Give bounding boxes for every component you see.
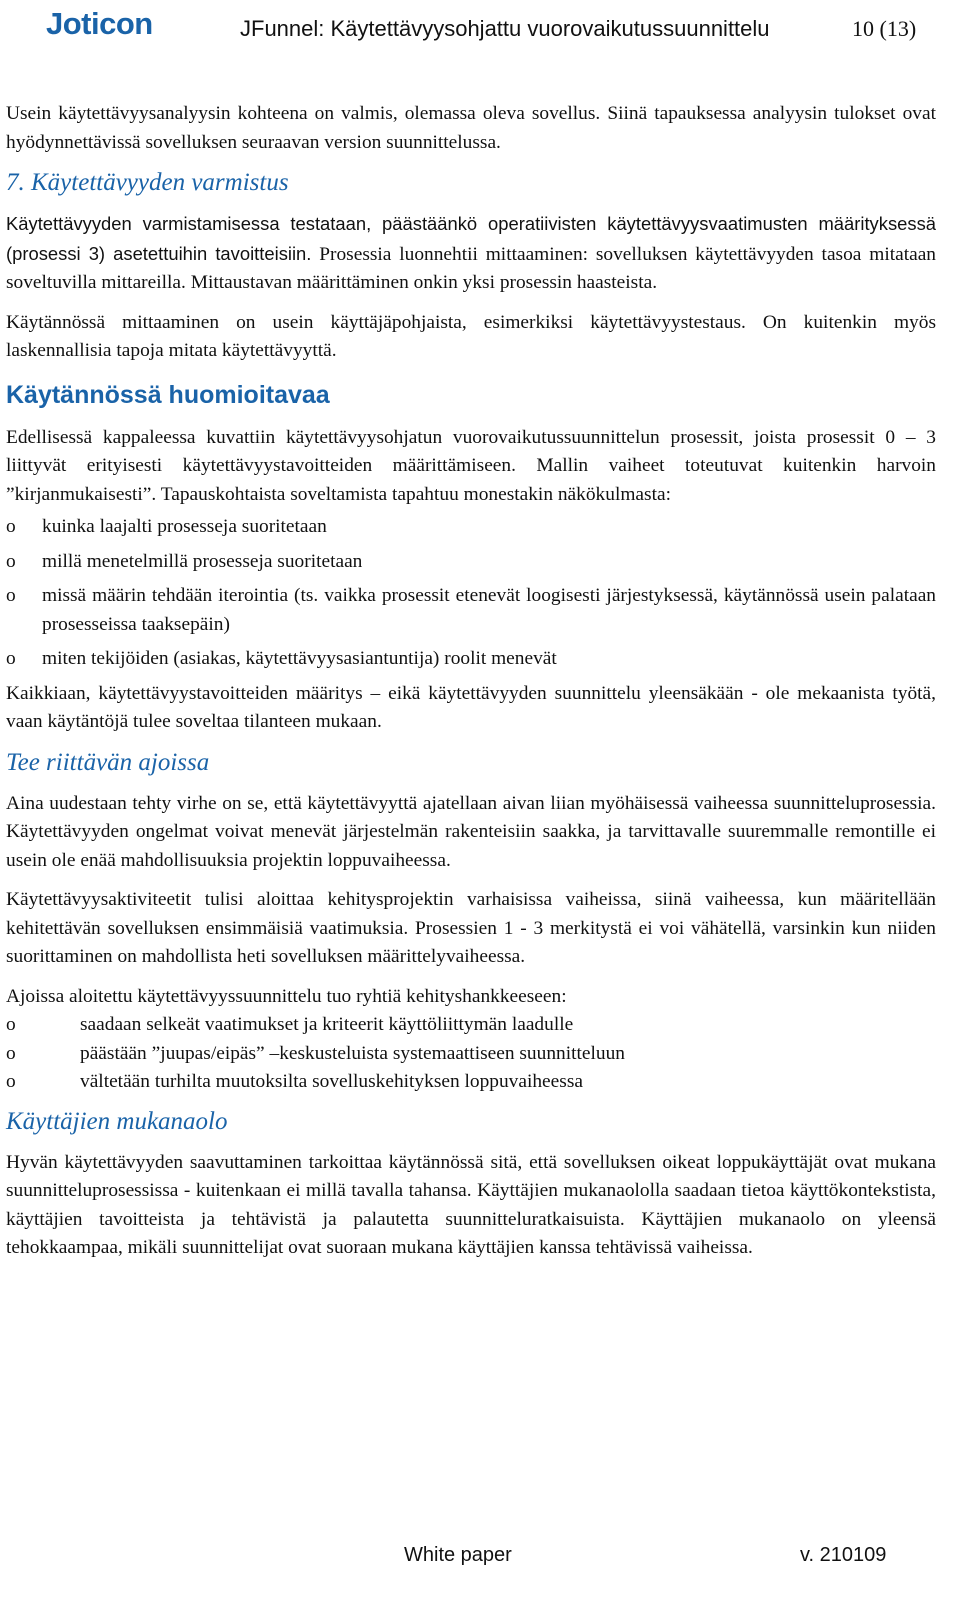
bullet-o-icon: o (6, 550, 16, 572)
list-item: o missä määrin tehdään iterointia (ts. vaikka prosessit etenevät loogisesti järjestyksessä, käytännössä usein palataan prosesseissa taaksepäin) (6, 582, 936, 639)
page-footer (0, 1538, 960, 1578)
timing-heading: Tee riittävän ajoissa (6, 748, 210, 776)
footer-label: White paper (404, 1544, 512, 1566)
joticon-logo: Joticon (46, 6, 153, 41)
bullet-o-icon: o (6, 1042, 16, 1064)
section-7-heading: 7. Käytettävyyden varmistus (6, 169, 289, 196)
section-7-paragraph-1 (6, 210, 936, 298)
bullet-o-icon: o (6, 1071, 16, 1092)
timing-paragraph-3: Ajoissa aloitettu käytettävyyssuunnittelu tuo ryhtiä kehityshankkeeseen: (6, 985, 567, 1007)
practical-paragraph-2: Kaikkiaan, käytettävyystavoitteiden määritys – eikä käytettävyyden suunnittelu yleensäkään - ole mekaanista työtä, vaan käytäntöjä tulee soveltaa tilanteen mukaan. (6, 682, 936, 732)
users-paragraph-1: Hyvän käytettävyyden saavuttaminen tarkoittaa käytännössä sitä, että sovelluksen oikeat loppukäyttäjät ovat mukana suunnitteluprosessissa - kuitenkaan ei millä tavalla tahansa. Käyttäjien mukanaololla saadaan tietoa käyttökontekstista, käyttäjien tavoitteista ja tehtävistä ja palautetta suunnitteluratkaisuista. Käyttäjien mukanaolo on yleensä tehokkaampaa, mikäli suunnittelijat ovat suoraan mukana käyttäjien kanssa tehtävissä vaiheissa. (6, 1151, 936, 1258)
bullet-o-icon: o (6, 585, 16, 606)
timing-paragraph-1: Aina uudestaan tehty virhe on se, että käytettävyyttä ajatellaan aivan liian myöhäisessä vaiheessa suunnitteluprosessia. Käytettävyyden ongelmat voivat menevät järjestelmän rakenteisiin saakka, ja tarvittavalle suuremmalle remontille ei usein ole enää mahdollisuuksia projektin loppuvaiheessa. (6, 792, 936, 871)
section-7-paragraph-2: Käytännössä mittaaminen on usein käyttäjäpohjaista, esimerkiksi käytettävyystestaus. On kuitenkin myös laskennallisia tapoja mitata käytettävyyttä. (6, 311, 936, 361)
section-7-paragraph-1-sans: Käytettävyyden varmistamisessa testataan, päästäänkö operatiivisten käytettävyysvaatimusten määrityksessä (prosessi 3) asetettuihin tavoitteisiin. (6, 213, 936, 264)
list-item: o vältetään turhilta muutoksilta sovelluskehityksen loppuvaiheessa (6, 1068, 936, 1097)
timing-list (6, 1011, 936, 1097)
bullet-o-icon: o (6, 1014, 16, 1035)
list-item: o millä menetelmillä prosesseja suoritetaan (6, 548, 936, 577)
document-title: JFunnel: Käytettävyysohjattu vuorovaikutussuunnittelu (240, 16, 770, 41)
list-item: o saadaan selkeät vaatimukset ja kriteerit käyttöliittymän laadulle (6, 1011, 936, 1040)
intro-paragraph: Usein käytettävyysanalyysin kohteena on valmis, olemassa oleva sovellus. Siinä tapauksessa analyysin tulokset ovat hyödynnettävissä sovelluksen seuraavan version suunnittelussa. (6, 103, 936, 153)
bullet-o-icon: o (6, 516, 16, 537)
timing-paragraph-2: Käytettävyysaktiviteetit tulisi aloittaa kehitysprojektin varhaisissa vaiheissa, siinä vaiheessa, kun määritellään kehitettävän sovelluksen ensimmäisiä vaatimuksia. Prosessien 1 - 3 merkitystä ei voi vähätellä, varsinkin kun niiden suorittaminen on mahdollista heti sovelluksen määrittelyvaiheessa. (6, 889, 936, 967)
list-item: o päästään ”juupas/eipäs” –keskusteluista systemaattiseen suunnitteluun (6, 1040, 936, 1069)
practical-list (6, 513, 936, 674)
section-7-paragraph-1-rest: Prosessia luonnehtii mittaaminen: sovelluksen käytettävyyden tasoa mitataan soveltuvilla mittareilla. Mittaustavan määrittäminen onkin yksi prosessin haasteista. (6, 243, 936, 293)
list-item: o miten tekijöiden (asiakas, käytettävyysasiantuntija) roolit menevät (6, 645, 936, 674)
users-heading: Käyttäjien mukanaolo (6, 1107, 228, 1135)
practical-heading: Käytännössä huomioitavaa (6, 380, 330, 409)
list-item: o kuinka laajalti prosesseja suoritetaan (6, 513, 936, 542)
bullet-o-icon: o (6, 648, 16, 669)
practical-paragraph-1: Edellisessä kappaleessa kuvattiin käytettävyysohjatun vuorovaikutussuunnittelun prosessit, joista prosessit 0 – 3 liittyvät erityisesti käytettävyystavoitteiden määrittämiseen. Mallin vaiheet toteutuvat kuitenkin harvoin ”kirjanmukaisesti”. Tapauskohtaista soveltamista tapahtuu monestakin näkökulmasta: (6, 426, 936, 505)
footer-version: v. 210109 (800, 1544, 887, 1566)
page-number: 10 (13) (852, 16, 917, 41)
page-header (0, 0, 960, 58)
document-body (6, 100, 936, 1274)
